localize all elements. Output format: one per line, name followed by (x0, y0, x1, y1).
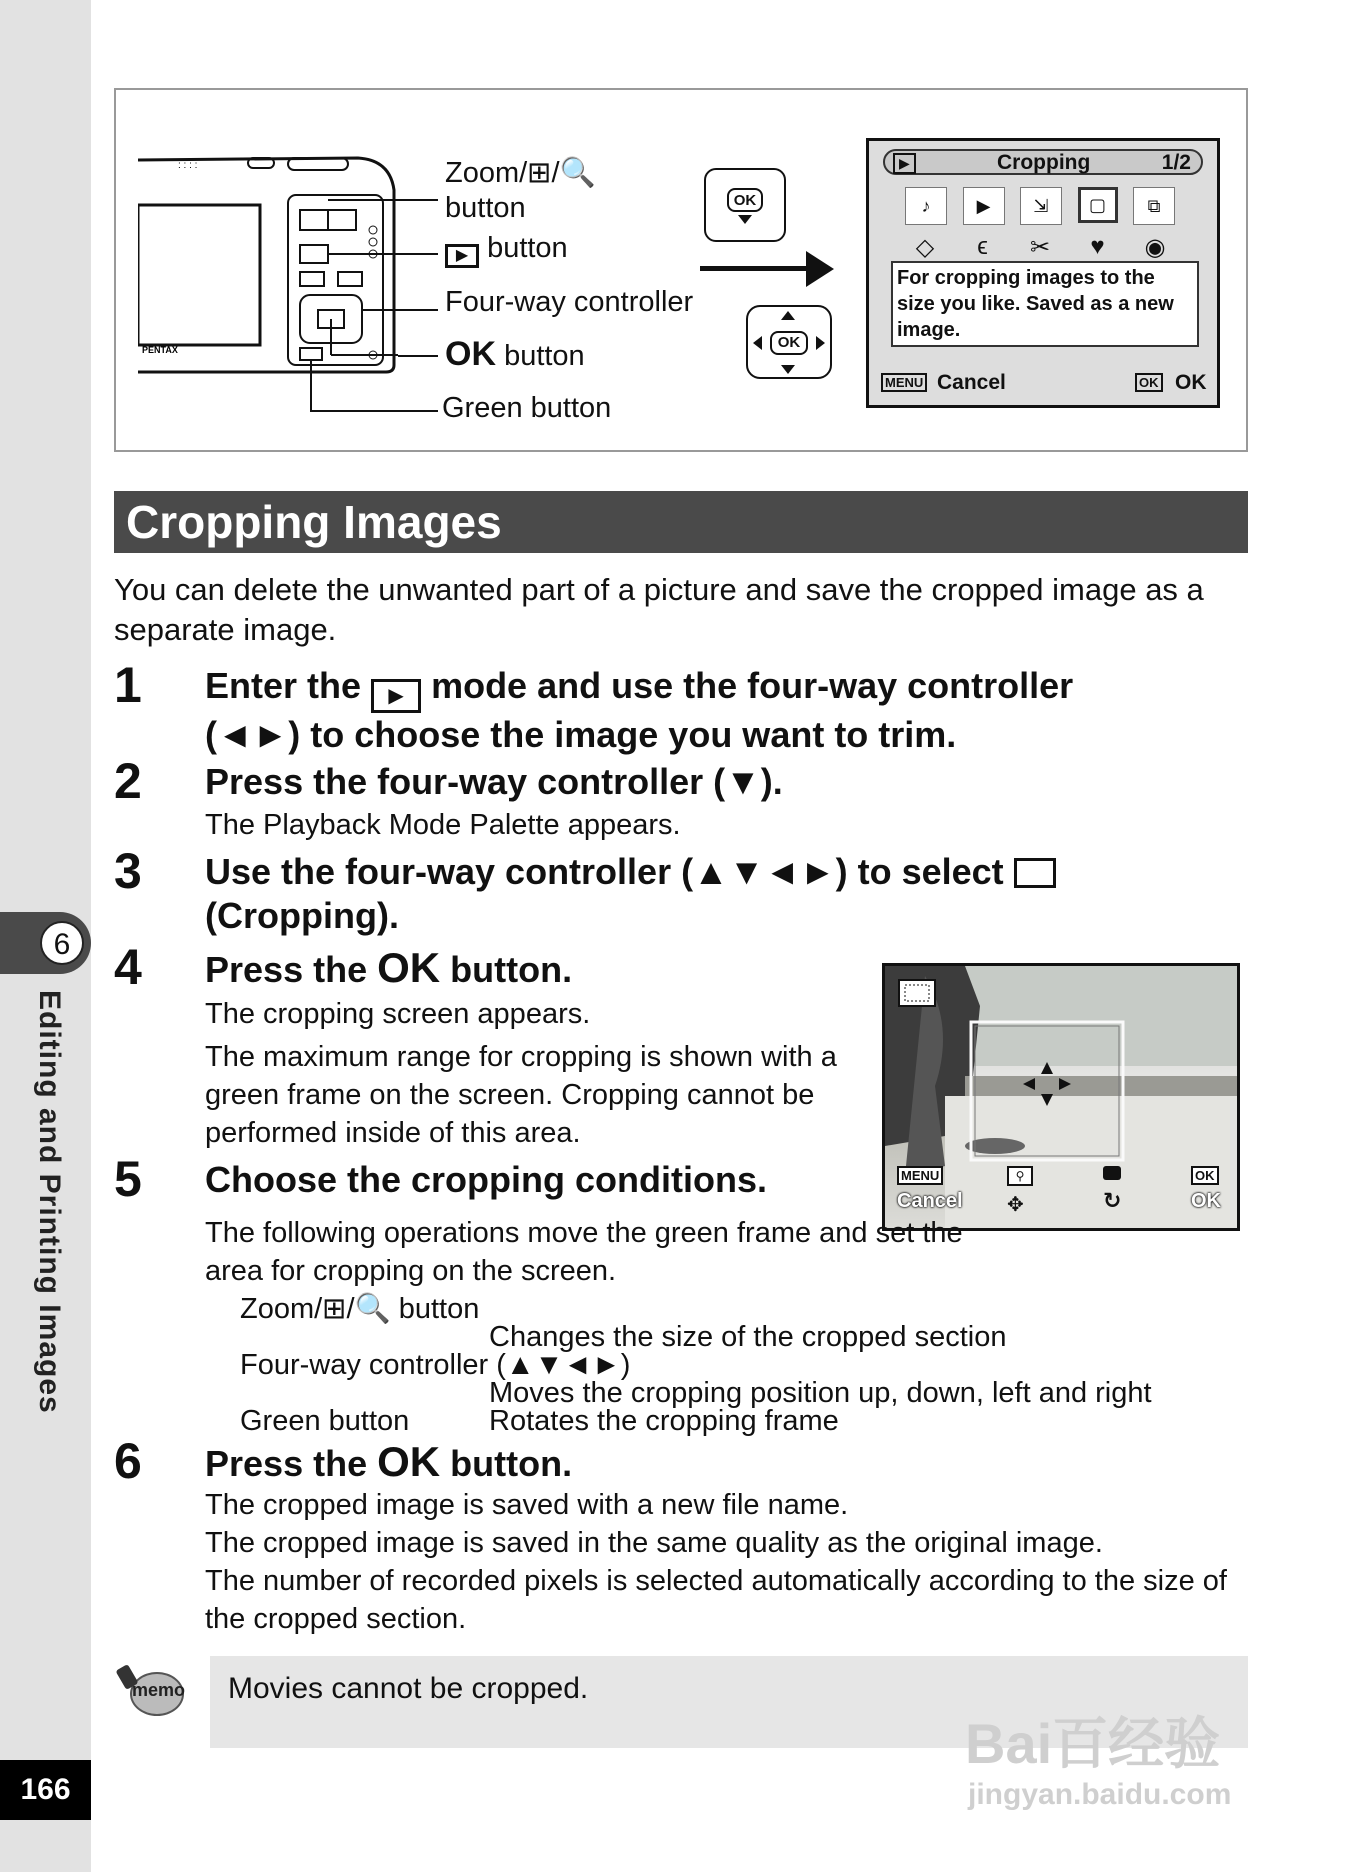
step-5-heading: Choose the cropping conditions. (205, 1159, 767, 1200)
memo-text: Movies cannot be cropped. (228, 1672, 589, 1705)
step-4-sub-2: The maximum range for cropping is shown with a green frame on the screen. Cropping cannot be performed inside of this area. (205, 1041, 837, 1149)
left-arrow-icon (753, 336, 762, 350)
step-5-sub: The following operations move the green frame and set the area for cropping on the screen. (205, 1217, 963, 1287)
step-6-sub-3: The number of recorded pixels is selected automatically according to the size of the cropped section. (205, 1565, 1227, 1635)
section-title: Cropping Images (114, 491, 1248, 553)
zoom-button-label-2: button (445, 192, 526, 224)
flow-arrow-head-icon (806, 251, 834, 287)
sound-icon[interactable]: ♪ (905, 187, 947, 225)
step-3-text-b: (Cropping). (205, 895, 399, 936)
resize-icon[interactable]: ⇲ (1020, 187, 1062, 225)
frame-icon[interactable]: ♥ (1090, 233, 1105, 260)
ok-label-bold: OK (445, 335, 496, 373)
filter-icon[interactable]: ϵ (977, 233, 988, 260)
step-1-heading (205, 664, 1245, 757)
step-number: 4 (114, 939, 142, 995)
step-1-text-a: Enter the (205, 665, 362, 706)
cancel-label[interactable]: Cancel (897, 1190, 963, 1212)
palette-tooltip: For cropping images to the size you like. Saved as a new image. (891, 261, 1199, 347)
crop-icon (1014, 858, 1056, 888)
watermark-brand: Bai百经验 (965, 1712, 1221, 1775)
play-icon: ▶ (445, 244, 479, 268)
step-6-sub-2: The cropped image is saved in the same quality as the original image. (205, 1527, 1103, 1559)
fourway-label: Four-way controller (445, 286, 694, 318)
step-3-heading (205, 850, 1245, 938)
step-6-text-b: button. (450, 1443, 573, 1484)
step-number: 5 (114, 1151, 142, 1207)
palette-screen (866, 138, 1220, 408)
step-number: 1 (114, 657, 142, 713)
green-button-icon (1103, 1166, 1121, 1180)
palette-row-1 (905, 187, 1175, 227)
intro-text: You can delete the unwanted part of a picture and save the cropped image as a separate image. (114, 572, 1204, 647)
op-key-zoom: Zoom/⊞/🔍 button (240, 1293, 480, 1325)
ok-press-icon (704, 168, 786, 242)
down-arrow-icon (781, 365, 795, 374)
page-number: 166 (0, 1760, 91, 1820)
op-desc-fourway: Moves the cropping position up, down, left and right (489, 1377, 1152, 1409)
down-arrow-icon (738, 215, 752, 224)
green-button-label: Green button (442, 392, 612, 424)
chapter-number: 6 (40, 921, 84, 965)
redeye-icon[interactable]: ◉ (1144, 234, 1166, 261)
ok-label[interactable]: OK (1191, 1190, 1221, 1212)
step-6-text-a: Press the (205, 1443, 368, 1484)
step-3-text-a: Use the four-way controller (▲▼◄►) to select (205, 851, 1004, 892)
palette-title: Cropping (997, 151, 1091, 174)
up-arrow-icon (781, 311, 795, 320)
memo-icon-label: memo (132, 1680, 186, 1700)
ok-glyph: OK (377, 944, 441, 991)
camera-brand: PENTAX (142, 345, 178, 355)
step-4-heading (205, 946, 572, 992)
zoom-button-label: Zoom/⊞/🔍 (445, 157, 596, 189)
step-6-heading (205, 1440, 572, 1486)
flow-arrow (700, 266, 810, 271)
cancel-label[interactable]: Cancel (937, 371, 1006, 394)
step-4-sub-1: The cropping screen appears. (205, 998, 591, 1030)
step-1-text-c: (◄►) to choose the image you want to trim. (205, 714, 957, 755)
palette-page: 1/2 (1161, 151, 1191, 174)
step-1-text-b: mode and use the four-way controller (431, 665, 1074, 706)
op-desc-zoom: Changes the size of the cropped section (489, 1321, 1007, 1353)
step-4-text-b: button. (450, 949, 573, 990)
step-2-sub: The Playback Mode Palette appears. (205, 809, 681, 841)
right-arrow-icon (816, 336, 825, 350)
palette-title-bar (883, 149, 1203, 175)
palette-footer (881, 371, 1207, 399)
step-4-text-a: Press the (205, 949, 368, 990)
menu-key: MENU (881, 373, 927, 392)
step-number: 6 (114, 1433, 142, 1489)
play-icon: ▶ (893, 153, 916, 174)
crop-icon[interactable]: ▢ (1078, 187, 1118, 223)
ok-key: OK (1135, 373, 1163, 392)
step-2-heading: Press the four-way controller (▼). (205, 761, 783, 802)
crop-screen-photo (882, 963, 1240, 1231)
camera-back-illustration (138, 150, 398, 375)
rotate-icon: ↻ (1103, 1188, 1122, 1213)
ok-key: OK (770, 331, 808, 355)
ok-button-label (445, 335, 585, 374)
beach-scene (885, 966, 1237, 1228)
step-number: 3 (114, 843, 142, 899)
ok-key: OK (727, 188, 763, 212)
slideshow-icon[interactable]: ▶ (963, 187, 1005, 225)
play-icon: ▶ (371, 679, 421, 713)
ok-label[interactable]: OK (1175, 371, 1207, 394)
watermark-url: jingyan.baidu.com (968, 1778, 1232, 1811)
copy-icon[interactable]: ⧉ (1133, 187, 1175, 225)
op-key-green: Green button (240, 1405, 410, 1437)
movie-edit-icon[interactable]: ✂ (1029, 234, 1051, 261)
op-desc-green: Rotates the cropping frame (489, 1405, 839, 1437)
fourway-icon (746, 305, 832, 379)
rotate-icon[interactable]: ◇ (915, 234, 935, 261)
chapter-title: Editing and Printing Images (33, 990, 66, 1414)
op-key-fourway: Four-way controller (▲▼◄►) (240, 1349, 631, 1381)
ok-key: OK (1191, 1166, 1219, 1185)
move-icon: ✥ (1007, 1194, 1024, 1216)
memo-icon (120, 1666, 186, 1718)
ok-label-text: button (504, 340, 585, 372)
ok-glyph: OK (377, 1438, 441, 1485)
step-6-sub-1: The cropped image is saved with a new file name. (205, 1489, 849, 1521)
play-button-label (445, 232, 568, 268)
step-number: 2 (114, 753, 142, 809)
play-button-text: button (487, 232, 568, 264)
svg-text:: : : :: : : : : (178, 160, 198, 171)
zoom-icon: ⚲ (1007, 1166, 1033, 1186)
menu-key: MENU (897, 1166, 943, 1185)
